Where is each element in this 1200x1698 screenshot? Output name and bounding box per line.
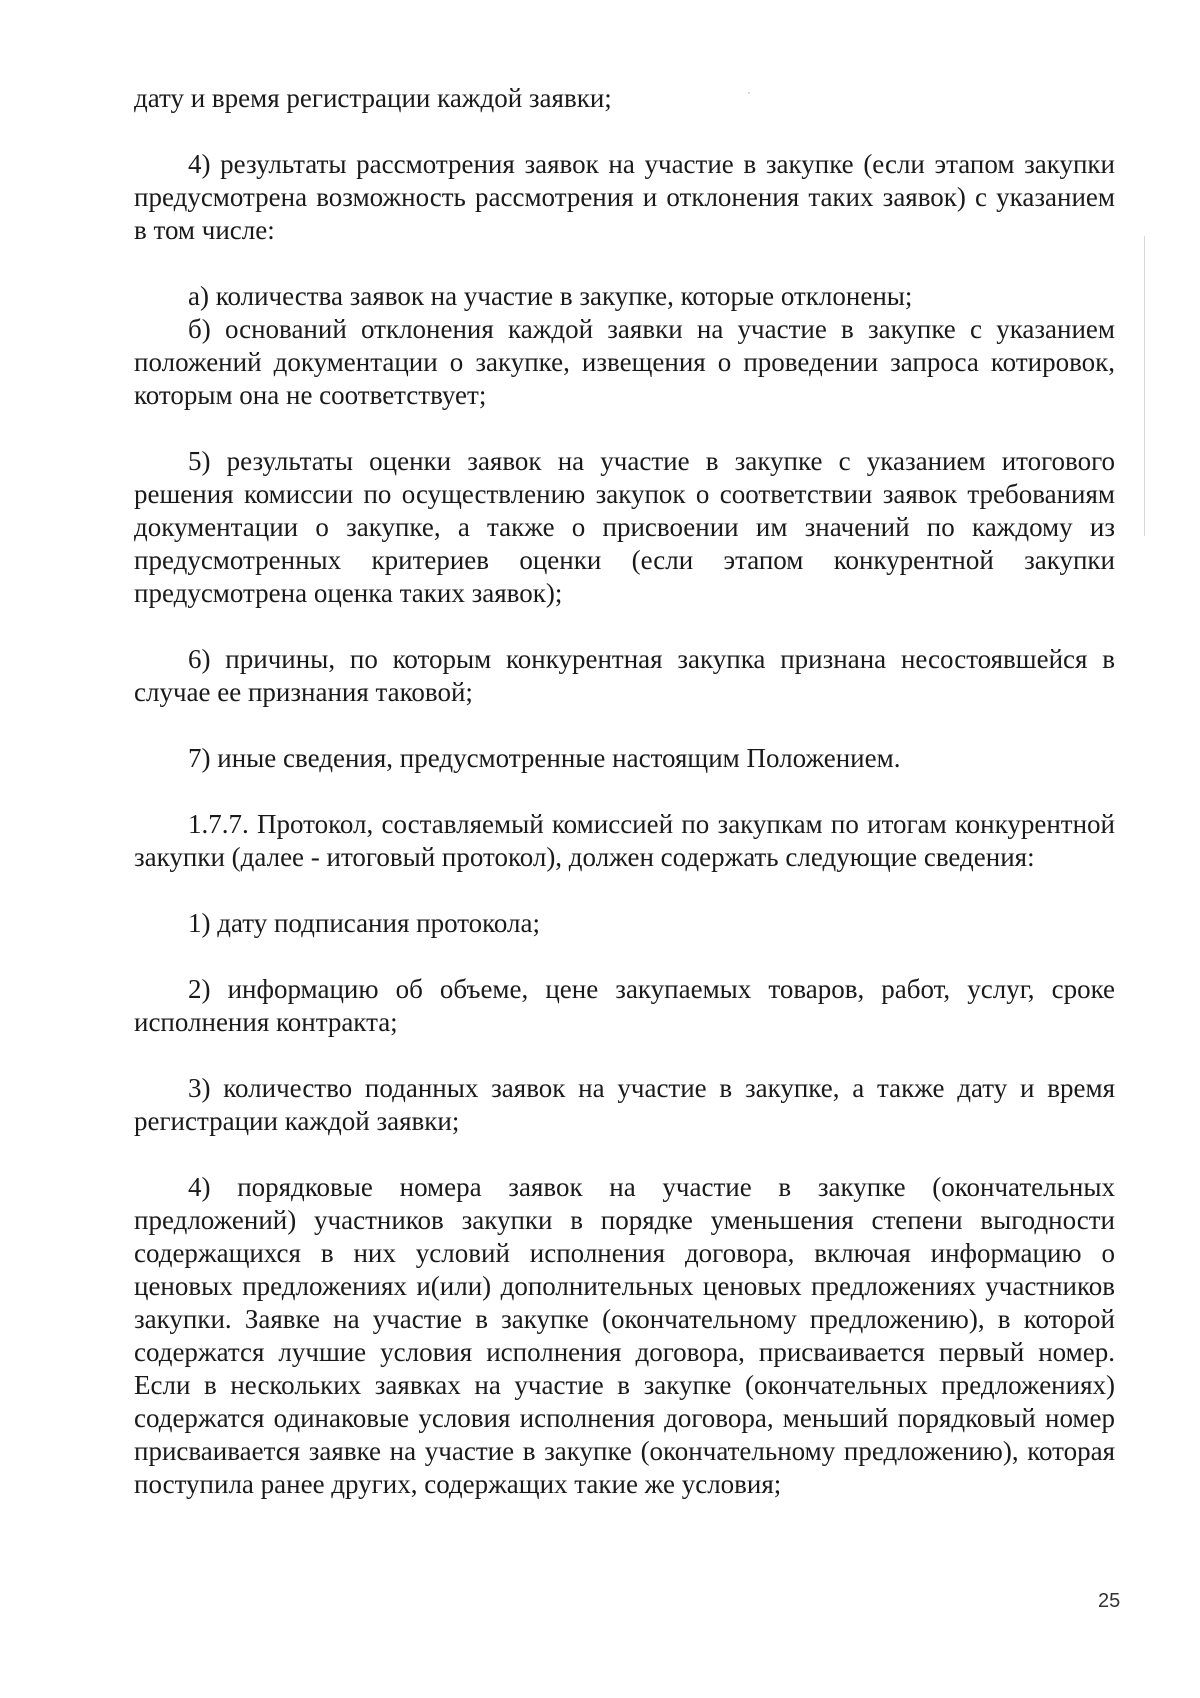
page-number: 25 xyxy=(1098,1590,1121,1612)
paragraph-subitem-b: б) оснований отклонения каждой заявки на участие в закупке с указанием положений документации о закупке, извещения о проведении запроса котировок, которым она не соответствует; xyxy=(134,314,1115,410)
paragraph-final-item-4: 4) порядковые номера заявок на участие в закупке (окончательных предложений) участников закупки в порядке уменьшения степени выгодности содержащихся в них условий исполнения договора, включая информацию о ценовых предложениях и(или) дополнительных ценовых предложениях участников закупки. Заявке на участие в закупке (окончательному предложению), в которой содержатся лучшие условия исполнения договора, присваивается первый номер. Если в нескольких заявках на участие в закупке (окончательных предложениях) содержатся одинаковые условия исполнения договора, меньший порядковый номер присваивается заявке на участие в закупке (окончательному предложению), которая поступила ранее других, содержащих такие же условия; xyxy=(134,1172,1115,1499)
document-body xyxy=(134,82,1115,1501)
paragraph-section-1-7-7: 1.7.7. Протокол, составляемый комиссией по закупкам по итогам конкурентной закупки (далее - итоговый протокол), должен содержать следующие сведения: xyxy=(134,809,1115,872)
paragraph-item-7-other-info: 7) иные сведения, предусмотренные настоящим Положением. xyxy=(188,743,901,773)
paragraph-registration-continued: дату и время регистрации каждой заявки; xyxy=(134,83,612,113)
paragraph-final-item-1: 1) дату подписания протокола; xyxy=(188,908,541,938)
paragraph-subitem-a: а) количества заявок на участие в закупке, которые отклонены; xyxy=(188,281,913,311)
paragraph-final-item-3: 3) количество поданных заявок на участие в закупке, а также дату и время регистрации каждой заявки; xyxy=(134,1073,1115,1136)
paragraph-item-4-review-results: 4) результаты рассмотрения заявок на участие в закупке (если этапом закупки предусмотрена возможность рассмотрения и отклонения таких заявок) с указанием в том числе: xyxy=(134,149,1115,245)
paragraph-item-6-failure-reasons: 6) причины, по которым конкурентная закупка признана несостоявшейся в случае ее признания таковой; xyxy=(134,644,1115,707)
scan-artifact-line xyxy=(1144,236,1145,536)
paragraph-final-item-2: 2) информацию об объеме, цене закупаемых товаров, работ, услуг, сроке исполнения контракта; xyxy=(134,974,1115,1037)
paragraph-item-5-evaluation-results: 5) результаты оценки заявок на участие в закупке с указанием итогового решения комиссии по осуществлению закупок о соответствии заявок требованиям документации о закупке, а также о присвоении им значений по каждому из предусмотренных критериев оценки (если этапом конкурентной закупки предусмотрена оценка таких заявок); xyxy=(134,446,1115,608)
